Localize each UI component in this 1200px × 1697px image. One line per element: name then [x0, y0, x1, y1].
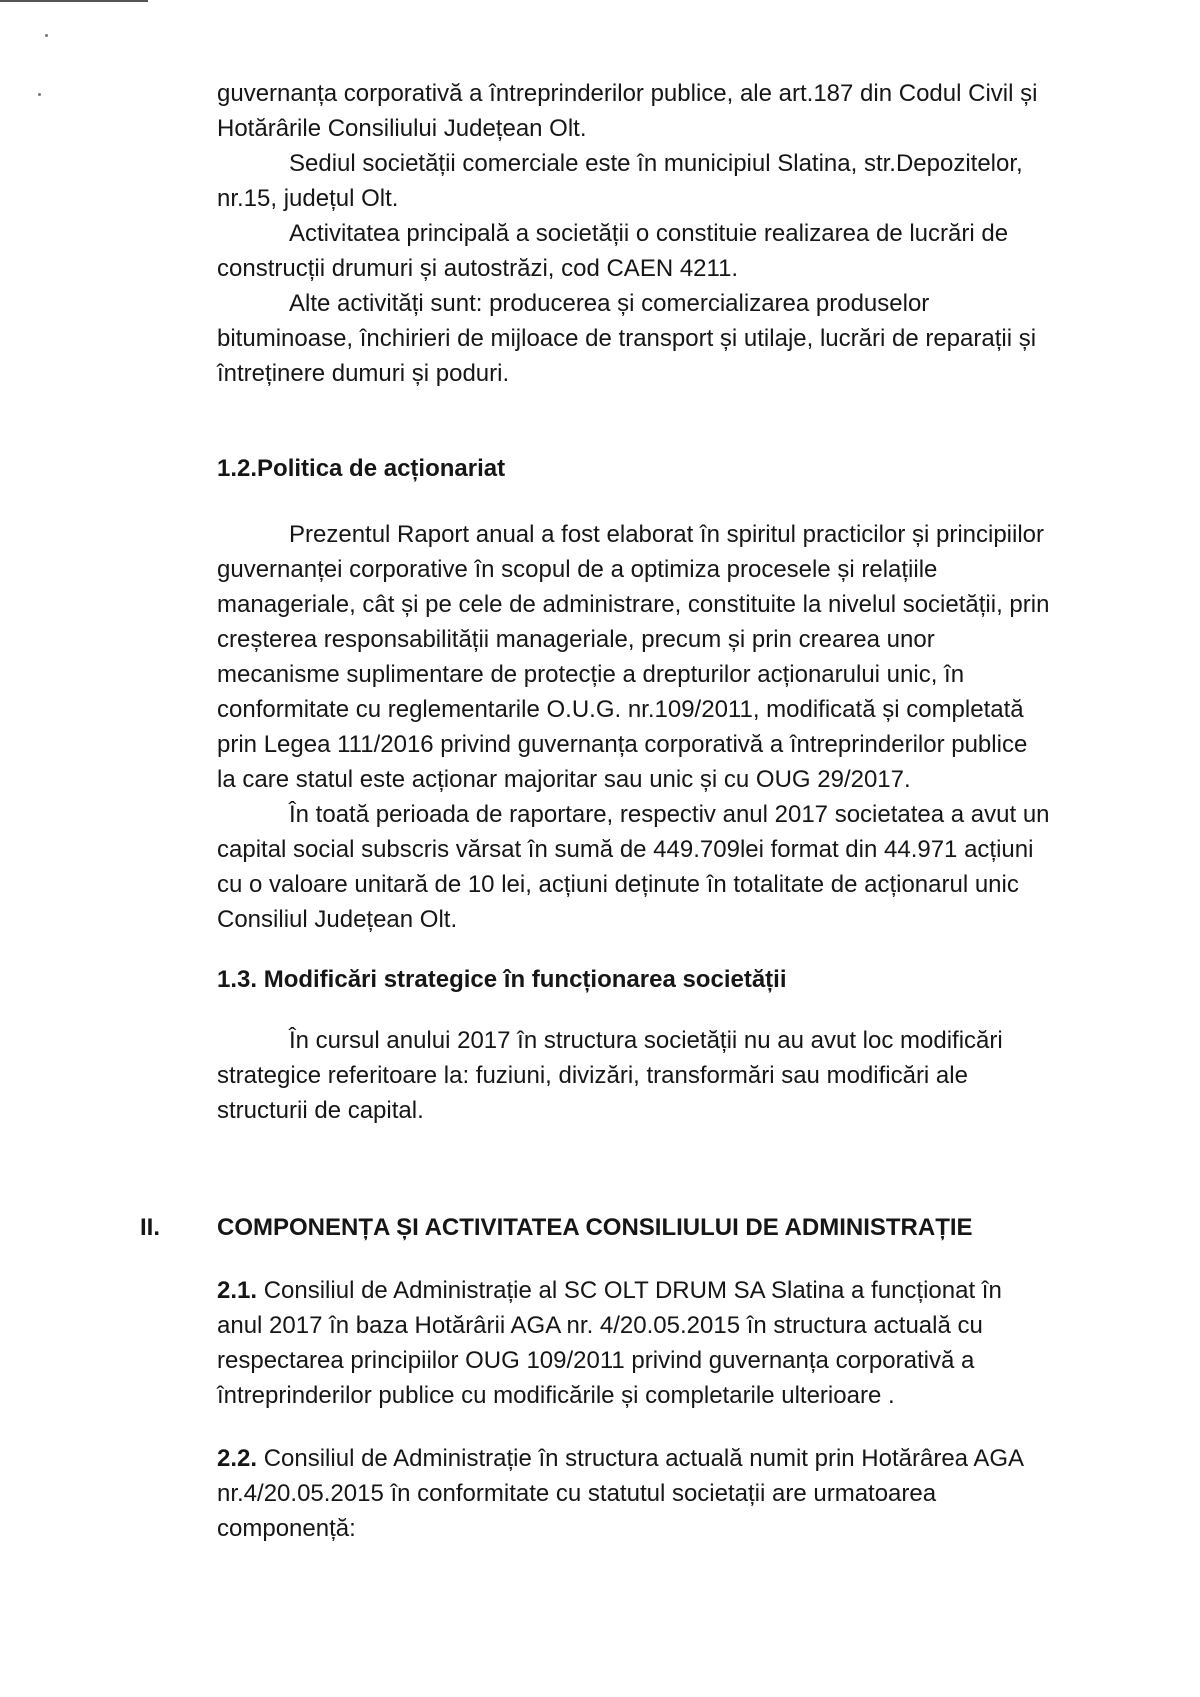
text-line: întreținere dumuri și poduri.: [217, 360, 510, 387]
paragraph-2-1: [217, 1273, 1129, 1413]
text-line: strategice referitoare la: fuziuni, divizări, transformări sau modificări ale: [217, 1062, 968, 1089]
item-number: 2.1.: [217, 1277, 258, 1304]
section-title: COMPONENȚA ȘI ACTIVITATEA CONSILIULUI DE ADMINISTRAȚIE: [217, 1214, 973, 1241]
text-line: Sediul societății comerciale este în municipiul Slatina, str.Depozitelor,: [289, 150, 1023, 177]
text-line: bituminoase, închirieri de mijloace de transport și utilaje, lucrări de reparații și: [217, 325, 1037, 352]
item-number: 2.2.: [217, 1445, 258, 1472]
text-line: prin Legea 111/2016 privind guvernanța corporativă a întreprinderilor publice: [217, 731, 1028, 758]
text-line: În toată perioada de raportare, respectiv anul 2017 societatea a avut un: [289, 801, 1050, 828]
section-heading-1-3: 1.3. Modificări strategice în funcționarea societății: [217, 966, 787, 993]
text-line: mecanisme suplimentare de protecție a drepturilor acționarului unic, în: [217, 661, 965, 688]
text-line: întreprinderilor publice cu modificările și completarile ulterioare .: [217, 1382, 895, 1409]
paragraph-main-activity: [217, 216, 1129, 286]
paragraph-2-2: [217, 1441, 1129, 1546]
text-line: nr.15, județul Olt.: [217, 185, 399, 212]
paragraph-capital: [217, 797, 1129, 937]
section-number: II.: [140, 1214, 161, 1241]
text-line: guvernanței corporative în scopul de a optimiza procesele și relațiile: [217, 556, 938, 583]
section-heading-II: [140, 1210, 1129, 1245]
section-heading-1-2: 1.2.Politica de acționariat: [217, 455, 506, 482]
paragraph-report: [217, 517, 1129, 797]
paragraph-strategic-changes: [217, 1023, 1129, 1128]
text-line: Activitatea principală a societății o constituie realizarea de lucrări de: [289, 220, 1009, 247]
paragraph-headquarters: [217, 146, 1129, 216]
text-line: manageriale, cât și pe cele de administrare, constituite la nivelul societății, prin: [217, 591, 1050, 618]
document-page: [140, 76, 1129, 1546]
scan-speck: [38, 93, 41, 96]
text-line: Prezentul Raport anual a fost elaborat în spiritul practicilor și principiilor: [289, 521, 1045, 548]
paragraph-governance: [217, 76, 1129, 146]
text-line: componență:: [217, 1515, 356, 1542]
text-line: Hotărârile Consiliului Județean Olt.: [217, 115, 587, 142]
text-line: respectarea principiilor OUG 109/2011 privind guvernanța corporativă a: [217, 1347, 975, 1374]
text-line: Consiliul de Administrație al SC OLT DRUM SA Slatina a funcționat în: [257, 1277, 1002, 1304]
text-line: Alte activități sunt: producerea și comercializarea produselor: [289, 290, 930, 317]
text-line: creșterea responsabilității manageriale, precum și prin crearea unor: [217, 626, 935, 653]
text-line: cu o valoare unitară de 10 lei, acțiuni deținute în totalitate de acționarul unic: [217, 871, 1019, 898]
paragraph-other-activities: [217, 286, 1129, 391]
text-line: structurii de capital.: [217, 1097, 424, 1124]
text-line: Consiliul Județean Olt.: [217, 906, 458, 933]
text-line: În cursul anului 2017 în structura societății nu au avut loc modificări: [289, 1027, 1003, 1054]
text-line: conformitate cu reglementarile O.U.G. nr.109/2011, modificată și completată: [217, 696, 1024, 723]
text-line: guvernanța corporativă a întreprinderilor publice, ale art.187 din Codul Civil și: [217, 80, 1038, 107]
text-line: anul 2017 în baza Hotărârii AGA nr. 4/20.05.2015 în structura actuală cu: [217, 1312, 983, 1339]
text-line: Consiliul de Administrație în structura actuală numit prin Hotărârea AGA: [257, 1445, 1025, 1472]
top-margin-line: [0, 0, 148, 2]
text-line: la care statul este acționar majoritar sau unic și cu OUG 29/2017.: [217, 766, 911, 793]
text-line: capital social subscris vărsat în sumă de 449.709lei format din 44.971 acțiuni: [217, 836, 1034, 863]
scan-speck: [45, 34, 48, 37]
text-line: nr.4/20.05.2015 în conformitate cu statutul societații are urmatoarea: [217, 1480, 937, 1507]
text-line: construcții drumuri și autostrăzi, cod CAEN 4211.: [217, 255, 739, 282]
